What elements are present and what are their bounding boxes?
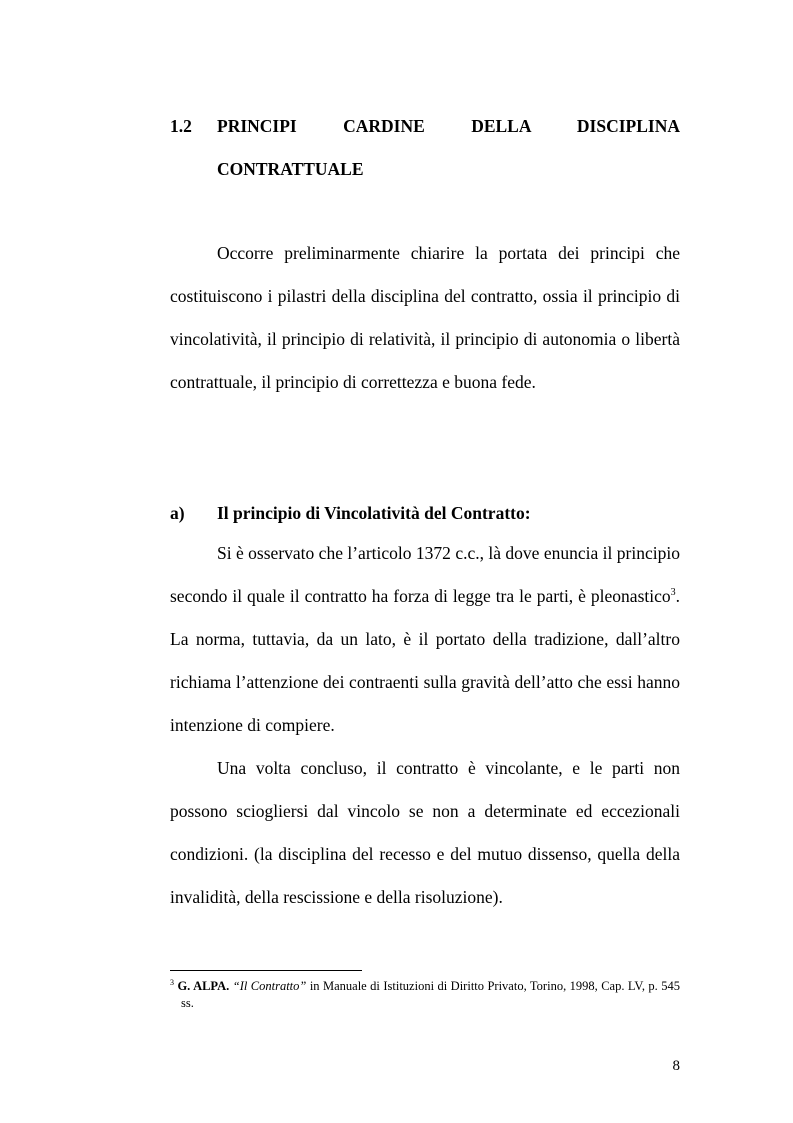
paragraph-2-after-note: . La norma, tuttavia, da un lato, è il portato della tradizione, dall’altro richiama l’attenzione dei contraenti sulla gravità dell’atto che essi hanno intenzione di compiere.: [170, 586, 680, 735]
footnote-number: 3: [170, 977, 174, 987]
footnote-reference: 3: [670, 587, 676, 599]
subsection-title: Il principio di Vincolatività del Contratto:: [217, 503, 531, 523]
section-number: 1.2: [170, 116, 192, 136]
subsection-label: a): [170, 503, 185, 523]
paragraph-vincolativita: [170, 532, 680, 747]
footnote-separator: [170, 970, 362, 971]
footnote-author: G. ALPA.: [177, 979, 230, 993]
footnote-work-title: “Il Contratto”: [232, 979, 307, 993]
section-title-line1: PRINCIPI CARDINE DELLA DISCIPLINA: [217, 116, 680, 136]
footnote-citation: in Manuale di Istituzioni di Diritto Privato, Torino, 1998, Cap. LV, p. 545 ss.: [181, 979, 680, 1010]
section-title-line2: CONTRATTUALE: [217, 159, 364, 179]
footnote: [170, 978, 680, 1012]
intro-paragraph: Occorre preliminarmente chiarire la portata dei principi che costituiscono i pilastri della disciplina del contratto, ossia il principio di vincolatività, il principio di relatività, il principio di autonomia o libertà contrattuale, il principio di correttezza e buona fede.: [170, 243, 680, 392]
paragraph-scioglimento: Una volta concluso, il contratto è vincolante, e le parti non possono sciogliersi dal vincolo se non a determinate ed eccezionali condizioni. (la disciplina del recesso e del mutuo dissenso, quella della invalidità, della rescissione e della risoluzione).: [170, 758, 680, 907]
paragraph-2-before-note: Si è osservato che l’articolo 1372 c.c., là dove enuncia il principio secondo il quale il contratto ha forza di legge tra le parti, è pleonastico: [170, 543, 680, 606]
page-number: 8: [672, 1058, 680, 1074]
intro-paragraph-block: [170, 232, 680, 404]
main-text-block: [170, 532, 680, 919]
